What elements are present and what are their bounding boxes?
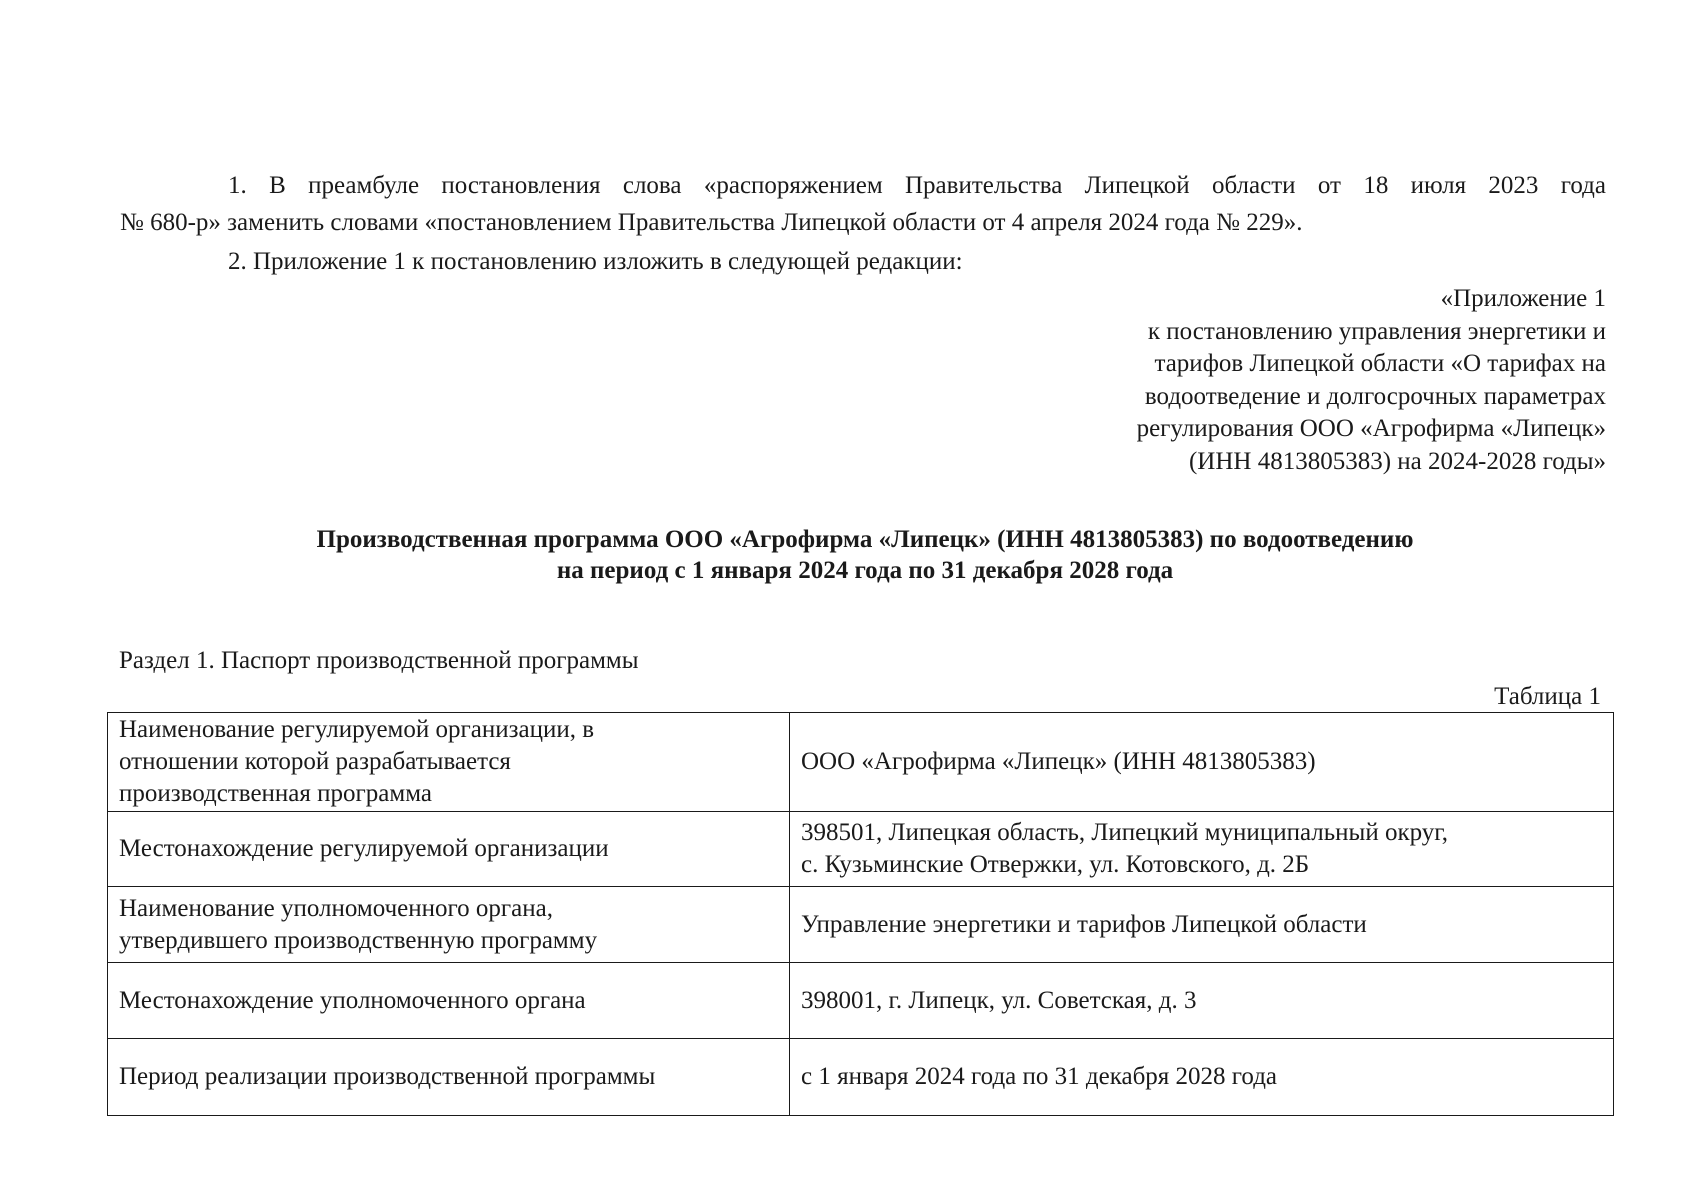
- program-title-line-1: Производственная программа ООО «Агрофирма «Липецк» (ИНН 4813805383) по водоотведению: [316, 526, 1414, 553]
- cell-line: Наименование регулируемой организации, в: [119, 716, 595, 743]
- row-value-cell: [790, 713, 1614, 812]
- program-title: [0, 524, 1696, 586]
- cell-line: отношении которой разрабатывается: [119, 748, 511, 775]
- paragraph-1-line-1: 1. В преамбуле постановления слова «распоряжением Правительства Липецкой области от 18 июля 2023 года: [228, 172, 1606, 199]
- cell-line: Период реализации производственной программы: [119, 1063, 656, 1090]
- row-label-cell: [108, 812, 790, 887]
- section-heading: Раздел 1. Паспорт производственной программы: [119, 647, 639, 674]
- row-value-cell: [790, 963, 1614, 1039]
- table-row: [108, 812, 1614, 887]
- appendix-line: регулирования ООО «Агрофирма «Липецк»: [1136, 415, 1606, 443]
- appendix-line: к постановлению управления энергетики и: [1147, 317, 1606, 345]
- cell-line: с 1 января 2024 года по 31 декабря 2028 года: [801, 1063, 1278, 1090]
- appendix-line: тарифов Липецкой области «О тарифах на: [1154, 350, 1606, 378]
- appendix-line: водоотведение и долгосрочных параметрах: [1144, 382, 1606, 410]
- appendix-line: «Приложение 1: [1440, 285, 1606, 312]
- cell-line: Местонахождение регулируемой организации: [119, 835, 609, 862]
- appendix-header: [1137, 283, 1606, 479]
- row-value-cell: [790, 1039, 1614, 1116]
- cell-line: производственная программа: [119, 780, 432, 807]
- cell-line: с. Кузьминские Отвержки, ул. Котовского, д. 2Б: [801, 851, 1310, 878]
- cell-line: Местонахождение уполномоченного органа: [119, 986, 586, 1014]
- paragraph-1-line-2: № 680-р» заменить словами «постановлением Правительства Липецкой области от 4 апреля 2024 года № 229».: [120, 209, 1303, 236]
- row-label-cell: [108, 887, 790, 963]
- table-caption: Таблица 1: [1494, 683, 1601, 710]
- table-row: [108, 1039, 1614, 1116]
- row-label-cell: [108, 713, 790, 812]
- cell-line: Наименование уполномоченного органа,: [119, 894, 553, 922]
- paragraph-2: 2. Приложение 1 к постановлению изложить в следующей редакции:: [228, 248, 963, 275]
- row-value-cell: [790, 887, 1614, 963]
- table-row: [108, 887, 1614, 963]
- table-row: [108, 963, 1614, 1039]
- cell-line: Управление энергетики и тарифов Липецкой области: [801, 910, 1367, 938]
- appendix-line: (ИНН 4813805383) на 2024-2028 годы»: [1188, 447, 1606, 475]
- cell-line: 398501, Липецкая область, Липецкий муниципальный округ,: [801, 819, 1448, 846]
- row-value-cell: [790, 812, 1614, 887]
- passport-table: [107, 712, 1614, 1116]
- row-label-cell: [108, 1039, 790, 1116]
- cell-line: ООО «Агрофирма «Липецк» (ИНН 4813805383): [801, 748, 1316, 775]
- table-row: [108, 713, 1614, 812]
- program-title-line-2: на период с 1 января 2024 года по 31 декабря 2028 года: [556, 557, 1174, 584]
- cell-line: утвердившего производственную программу: [119, 926, 598, 954]
- cell-line: 398001, г. Липецк, ул. Советская, д. 3: [801, 986, 1197, 1014]
- row-label-cell: [108, 963, 790, 1039]
